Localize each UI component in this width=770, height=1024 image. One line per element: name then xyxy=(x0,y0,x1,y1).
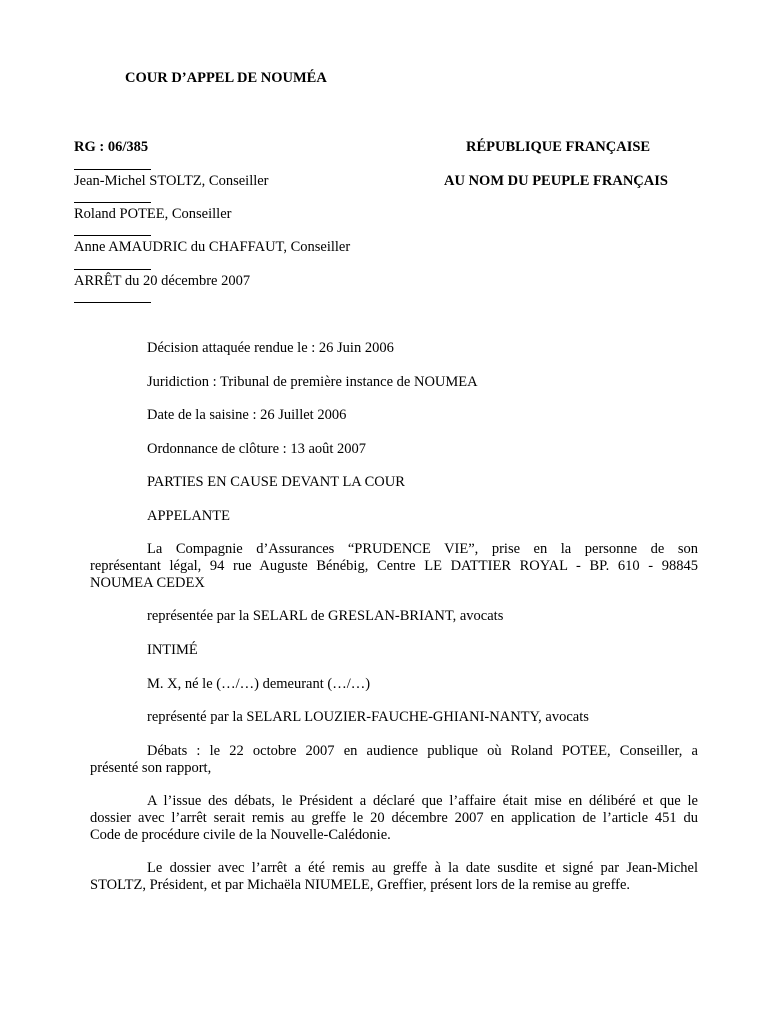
intime-identity: M. X, né le (…/…) demeurant (…/…) xyxy=(147,676,371,692)
arret-date: ARRÊT du 20 décembre 2007 xyxy=(74,273,251,289)
parties-heading: PARTIES EN CAUSE DEVANT LA COUR xyxy=(147,474,405,490)
debats-line: présenté son rapport, xyxy=(90,760,212,776)
separator-line xyxy=(74,169,151,170)
remise-line: Le dossier avec l’arrêt a été remis au greffe à la date susdite et signé par Jean-Michel xyxy=(147,860,698,876)
intime-label: INTIMÉ xyxy=(147,642,198,658)
remise-paragraph xyxy=(90,860,698,894)
issue-line: dossier avec l’arrêt serait remis au greffe le 20 décembre 2007 en application de l’article 451 du xyxy=(90,810,698,826)
issue-line: A l’issue des débats, le Président a déclaré que l’affaire était mise en délibéré et que le xyxy=(147,793,698,809)
debats-line: Débats : le 22 octobre 2007 en audience publique où Roland POTEE, Conseiller, a xyxy=(147,743,698,759)
people-heading: AU NOM DU PEUPLE FRANÇAIS xyxy=(444,173,668,189)
appelante-line: NOUMEA CEDEX xyxy=(90,575,205,591)
issue-paragraph xyxy=(90,793,698,844)
decision-date: Décision attaquée rendue le : 26 Juin 2006 xyxy=(147,340,394,356)
remise-line: STOLTZ, Président, et par Michaëla NIUMELE, Greffier, présent lors de la remise au greffe. xyxy=(90,877,631,893)
separator-line xyxy=(74,302,151,303)
judge-3: Anne AMAUDRIC du CHAFFAUT, Conseiller xyxy=(74,239,351,255)
juridiction: Juridiction : Tribunal de première instance de NOUMEA xyxy=(147,374,478,390)
appelante-line: représentant légal, 94 rue Auguste Bénébig, Centre LE DATTIER ROYAL - BP. 610 - 98845 xyxy=(90,558,698,574)
separator-line xyxy=(74,202,151,203)
saisine-date: Date de la saisine : 26 Juillet 2006 xyxy=(147,407,347,423)
separator-line xyxy=(74,269,151,270)
separator-line xyxy=(74,235,151,236)
appelante-label: APPELANTE xyxy=(147,508,230,524)
debats-paragraph xyxy=(90,743,698,777)
judge-2: Roland POTEE, Conseiller xyxy=(74,206,232,222)
court-title: COUR D’APPEL DE NOUMÉA xyxy=(125,70,327,86)
case-number: RG : 06/385 xyxy=(74,139,149,155)
issue-line: Code de procédure civile de la Nouvelle-Calédonie. xyxy=(90,827,391,843)
appelante-representation: représentée par la SELARL de GRESLAN-BRIANT, avocats xyxy=(147,608,504,624)
appelante-paragraph xyxy=(90,541,698,592)
intime-representation: représenté par la SELARL LOUZIER-FAUCHE-GHIANI-NANTY, avocats xyxy=(147,709,589,725)
republic-heading: RÉPUBLIQUE FRANÇAISE xyxy=(466,139,651,155)
cloture-date: Ordonnance de clôture : 13 août 2007 xyxy=(147,441,367,457)
judge-1: Jean-Michel STOLTZ, Conseiller xyxy=(74,173,269,189)
appelante-line: La Compagnie d’Assurances “PRUDENCE VIE”, prise en la personne de son xyxy=(147,541,698,557)
